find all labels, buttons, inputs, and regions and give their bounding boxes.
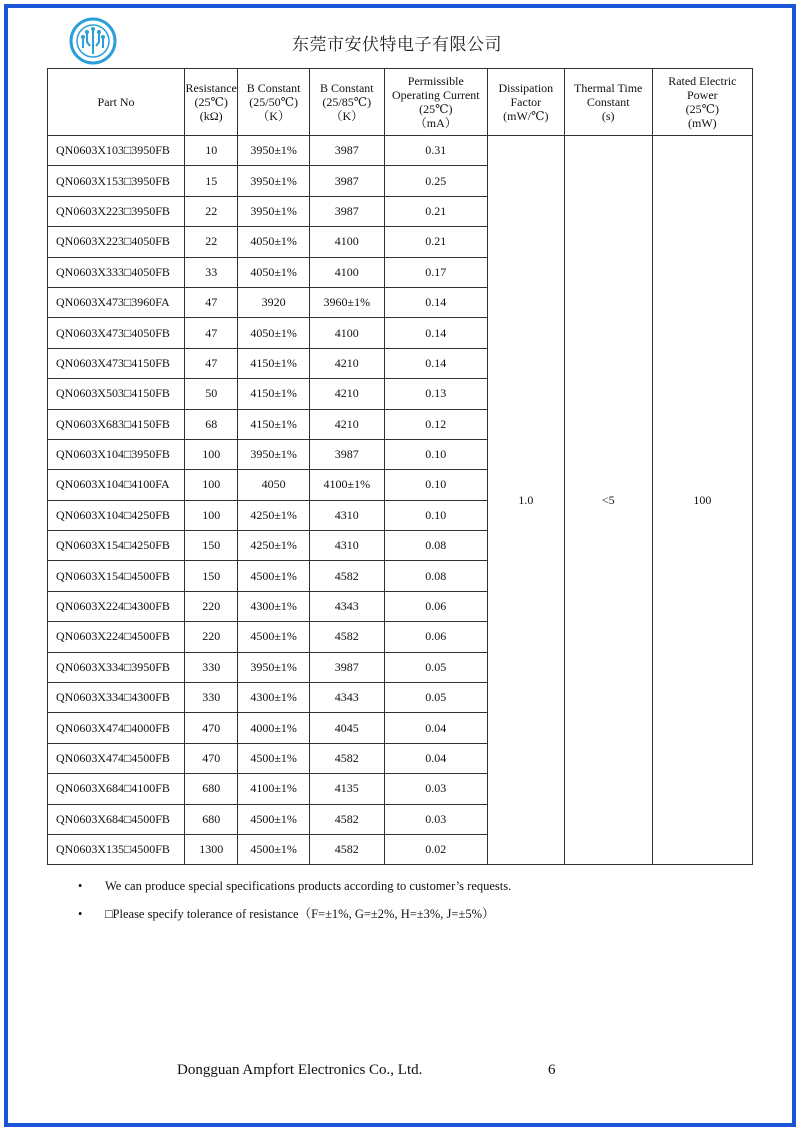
- cell-b-constant-25-85: 4210: [309, 348, 384, 378]
- cell-part-no: QN0603X154□4500FB: [48, 561, 185, 591]
- spec-table: [47, 68, 753, 865]
- header-line: Factor: [510, 95, 542, 109]
- cell-operating-current: 0.14: [384, 318, 487, 348]
- cell-part-no: QN0603X103□3950FB: [48, 136, 185, 166]
- cell-part-no: QN0603X224□4300FB: [48, 591, 185, 621]
- cell-thermal-time-constant: <5: [564, 136, 652, 865]
- header-line: (25℃): [419, 102, 453, 116]
- cell-part-no: QN0603X473□3960FA: [48, 287, 185, 317]
- cell-b-constant-25-50: 4100±1%: [238, 774, 310, 804]
- cell-b-constant-25-85: 4310: [309, 500, 384, 530]
- cell-operating-current: 0.04: [384, 743, 487, 773]
- header-b-constant-25-50: [238, 69, 310, 136]
- cell-part-no: QN0603X223□3950FB: [48, 196, 185, 226]
- cell-b-constant-25-85: 4582: [309, 622, 384, 652]
- cell-resistance: 50: [185, 379, 238, 409]
- cell-part-no: QN0603X224□4500FB: [48, 622, 185, 652]
- cell-b-constant-25-50: 3950±1%: [238, 439, 310, 469]
- cell-operating-current: 0.03: [384, 774, 487, 804]
- cell-resistance: 680: [185, 774, 238, 804]
- company-logo: [68, 16, 118, 66]
- cell-operating-current: 0.25: [384, 166, 487, 196]
- cell-part-no: QN0603X104□4100FA: [48, 470, 185, 500]
- cell-b-constant-25-50: 3920: [238, 287, 310, 317]
- cell-b-constant-25-85: 3987: [309, 196, 384, 226]
- cell-b-constant-25-50: 4000±1%: [238, 713, 310, 743]
- cell-operating-current: 0.03: [384, 804, 487, 834]
- cell-operating-current: 0.04: [384, 713, 487, 743]
- cell-operating-current: 0.06: [384, 622, 487, 652]
- cell-b-constant-25-50: 4150±1%: [238, 409, 310, 439]
- cell-b-constant-25-50: 4150±1%: [238, 348, 310, 378]
- cell-resistance: 470: [185, 743, 238, 773]
- cell-operating-current: 0.12: [384, 409, 487, 439]
- cell-resistance: 1300: [185, 834, 238, 864]
- cell-resistance: 22: [185, 196, 238, 226]
- cell-b-constant-25-50: 4150±1%: [238, 379, 310, 409]
- cell-b-constant-25-85: 3987: [309, 439, 384, 469]
- header-line: (kΩ): [199, 109, 223, 123]
- cell-b-constant-25-85: 4343: [309, 683, 384, 713]
- cell-b-constant-25-85: 4210: [309, 409, 384, 439]
- header-line: Resistance: [185, 81, 237, 95]
- bullet: •: [78, 879, 83, 893]
- cell-part-no: QN0603X473□4050FB: [48, 318, 185, 348]
- cell-b-constant-25-85: 4045: [309, 713, 384, 743]
- header-line: （K）: [330, 109, 364, 123]
- cell-b-constant-25-85: 4100: [309, 257, 384, 287]
- cell-operating-current: 0.05: [384, 683, 487, 713]
- cell-operating-current: 0.31: [384, 136, 487, 166]
- header-line: （K）: [257, 109, 290, 123]
- cell-operating-current: 0.17: [384, 257, 487, 287]
- cell-rated-power: 100: [652, 136, 752, 865]
- cell-resistance: 47: [185, 318, 238, 348]
- cell-resistance: 47: [185, 287, 238, 317]
- cell-b-constant-25-85: 4310: [309, 531, 384, 561]
- header-line: B Constant: [319, 81, 374, 95]
- header-line: Rated Electric: [668, 74, 737, 88]
- cell-resistance: 680: [185, 804, 238, 834]
- cell-operating-current: 0.10: [384, 500, 487, 530]
- cell-b-constant-25-50: 4300±1%: [238, 683, 310, 713]
- cell-b-constant-25-50: 4050: [238, 470, 310, 500]
- cell-b-constant-25-85: 4100: [309, 227, 384, 257]
- header-line: (25℃): [685, 102, 720, 116]
- cell-part-no: QN0603X104□4250FB: [48, 500, 185, 530]
- header-line: (25/50℃): [249, 95, 298, 109]
- cell-resistance: 330: [185, 652, 238, 682]
- header-part-no: [48, 69, 185, 136]
- note-text: □Please specify tolerance of resistance（F=±1%, G=±2%, H=±3%, J=±5%）: [105, 907, 495, 921]
- cell-b-constant-25-50: 4500±1%: [238, 834, 310, 864]
- cell-b-constant-25-50: 4050±1%: [238, 257, 310, 287]
- header-b-constant-25-85: [309, 69, 384, 136]
- cell-part-no: QN0603X503□4150FB: [48, 379, 185, 409]
- cell-resistance: 47: [185, 348, 238, 378]
- note-text: We can produce special specifications products according to customer’s requests.: [105, 879, 512, 893]
- cell-b-constant-25-85: 3987: [309, 166, 384, 196]
- cell-b-constant-25-85: 4582: [309, 743, 384, 773]
- table-header-row: [48, 69, 753, 136]
- cell-resistance: 100: [185, 500, 238, 530]
- cell-b-constant-25-50: 3950±1%: [238, 166, 310, 196]
- cell-part-no: QN0603X683□4150FB: [48, 409, 185, 439]
- header-line: (mW): [688, 116, 717, 130]
- cell-resistance: 10: [185, 136, 238, 166]
- cell-part-no: QN0603X473□4150FB: [48, 348, 185, 378]
- cell-b-constant-25-50: 4500±1%: [238, 743, 310, 773]
- cell-part-no: QN0603X223□4050FB: [48, 227, 185, 257]
- cell-part-no: QN0603X684□4500FB: [48, 804, 185, 834]
- cell-b-constant-25-85: 4100: [309, 318, 384, 348]
- cell-resistance: 220: [185, 622, 238, 652]
- table-row: [48, 136, 753, 166]
- page-number: 6: [548, 1062, 556, 1078]
- cell-resistance: 150: [185, 531, 238, 561]
- cell-part-no: QN0603X474□4500FB: [48, 743, 185, 773]
- cell-operating-current: 0.02: [384, 834, 487, 864]
- cell-part-no: QN0603X334□4300FB: [48, 683, 185, 713]
- cell-operating-current: 0.21: [384, 196, 487, 226]
- cell-b-constant-25-85: 4210: [309, 379, 384, 409]
- cell-operating-current: 0.06: [384, 591, 487, 621]
- cell-part-no: QN0603X334□3950FB: [48, 652, 185, 682]
- cell-b-constant-25-50: 3950±1%: [238, 136, 310, 166]
- cell-b-constant-25-85: 3987: [309, 652, 384, 682]
- cell-part-no: QN0603X135□4500FB: [48, 834, 185, 864]
- header-thermal-time-constant: [564, 69, 652, 136]
- cell-part-no: QN0603X474□4000FB: [48, 713, 185, 743]
- header-line: Dissipation: [498, 81, 554, 95]
- cell-operating-current: 0.05: [384, 652, 487, 682]
- cell-part-no: QN0603X333□4050FB: [48, 257, 185, 287]
- cell-b-constant-25-50: 4050±1%: [238, 227, 310, 257]
- cell-part-no: QN0603X104□3950FB: [48, 439, 185, 469]
- cell-resistance: 33: [185, 257, 238, 287]
- header-line: (25/85℃): [322, 95, 372, 109]
- header-line: (s): [601, 109, 615, 123]
- cell-b-constant-25-50: 4250±1%: [238, 500, 310, 530]
- cell-b-constant-25-85: 4582: [309, 834, 384, 864]
- header-line: Part No: [97, 95, 135, 109]
- header-line: Power: [687, 88, 718, 102]
- cell-b-constant-25-50: 3950±1%: [238, 652, 310, 682]
- header-line: Thermal Time: [574, 81, 643, 95]
- cell-operating-current: 0.08: [384, 561, 487, 591]
- cell-operating-current: 0.10: [384, 439, 487, 469]
- cell-b-constant-25-85: 4343: [309, 591, 384, 621]
- cell-b-constant-25-50: 3950±1%: [238, 196, 310, 226]
- cell-b-constant-25-50: 4300±1%: [238, 591, 310, 621]
- header-dissipation-factor: [487, 69, 564, 136]
- cell-b-constant-25-50: 4500±1%: [238, 622, 310, 652]
- header-rated-power: [652, 69, 752, 136]
- header-line: B Constant: [246, 81, 301, 95]
- bullet: •: [78, 907, 83, 921]
- cell-b-constant-25-50: 4500±1%: [238, 561, 310, 591]
- cell-part-no: QN0603X684□4100FB: [48, 774, 185, 804]
- header-line: （mA）: [414, 116, 457, 130]
- cell-resistance: 68: [185, 409, 238, 439]
- cell-operating-current: 0.14: [384, 287, 487, 317]
- cell-operating-current: 0.14: [384, 348, 487, 378]
- cell-b-constant-25-85: 4135: [309, 774, 384, 804]
- cell-b-constant-25-85: 3987: [309, 136, 384, 166]
- cell-b-constant-25-50: 4250±1%: [238, 531, 310, 561]
- cell-b-constant-25-50: 4500±1%: [238, 804, 310, 834]
- cell-operating-current: 0.21: [384, 227, 487, 257]
- header-line: Operating Current: [391, 88, 480, 102]
- cell-resistance: 15: [185, 166, 238, 196]
- header-line: Permissible: [407, 74, 464, 88]
- cell-b-constant-25-85: 3960±1%: [309, 287, 384, 317]
- cell-operating-current: 0.10: [384, 470, 487, 500]
- footer-company: Dongguan Ampfort Electronics Co., Ltd.: [177, 1062, 423, 1078]
- company-name-cn: 东莞市安伏特电子有限公司: [292, 35, 502, 55]
- cell-resistance: 100: [185, 470, 238, 500]
- cell-resistance: 100: [185, 439, 238, 469]
- cell-resistance: 330: [185, 683, 238, 713]
- cell-operating-current: 0.08: [384, 531, 487, 561]
- header-line: Constant: [586, 95, 630, 109]
- cell-b-constant-25-85: 4582: [309, 561, 384, 591]
- cell-part-no: QN0603X154□4250FB: [48, 531, 185, 561]
- header-operating-current: [384, 69, 487, 136]
- header-line: (mW/℃): [503, 109, 549, 123]
- cell-resistance: 22: [185, 227, 238, 257]
- header-resistance: [185, 69, 238, 136]
- cell-resistance: 150: [185, 561, 238, 591]
- cell-dissipation-factor: 1.0: [487, 136, 564, 865]
- cell-part-no: QN0603X153□3950FB: [48, 166, 185, 196]
- cell-resistance: 220: [185, 591, 238, 621]
- cell-resistance: 470: [185, 713, 238, 743]
- cell-b-constant-25-50: 4050±1%: [238, 318, 310, 348]
- cell-operating-current: 0.13: [384, 379, 487, 409]
- cell-b-constant-25-85: 4100±1%: [309, 470, 384, 500]
- cell-b-constant-25-85: 4582: [309, 804, 384, 834]
- header-line: (25℃): [194, 95, 228, 109]
